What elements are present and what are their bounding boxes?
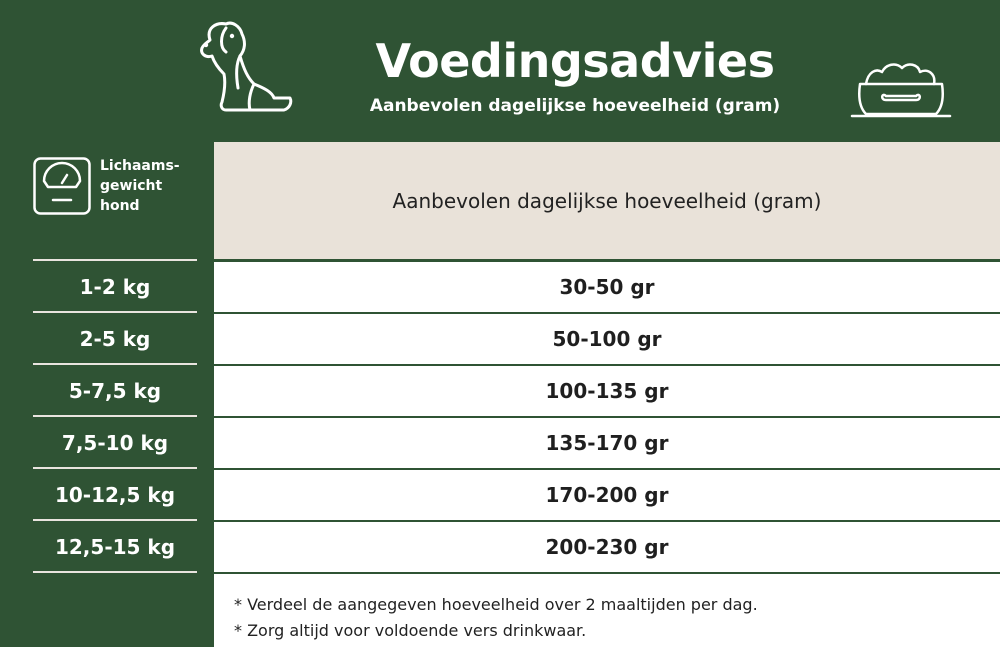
amount-cell: 30-50 gr	[214, 262, 1000, 312]
weight-cell: 5-7,5 kg	[68, 379, 162, 403]
amount-cell: 100-135 gr	[214, 366, 1000, 416]
dog-icon	[196, 18, 296, 118]
weight-cell: 1-2 kg	[79, 275, 151, 299]
weight-cell: 10-12,5 kg	[54, 483, 176, 507]
weight-header-label: Lichaams- gewicht hond	[100, 158, 180, 214]
amount-cell: 200-230 gr	[214, 522, 1000, 572]
amount-header: Aanbevolen dagelijkse hoeveelheid (gram)	[214, 142, 1000, 259]
footnotes	[214, 574, 1000, 647]
weight-cell: 12,5-15 kg	[54, 535, 176, 559]
amount-cell: 135-170 gr	[214, 418, 1000, 468]
food-bowl-icon	[846, 58, 956, 122]
header	[0, 0, 1000, 140]
scale-icon	[33, 157, 91, 215]
page-subtitle: Aanbevolen dagelijkse hoeveelheid (gram)	[369, 96, 781, 116]
page-title: Voedingsadvies	[375, 34, 775, 88]
amount-cell: 170-200 gr	[214, 470, 1000, 520]
footnote: * Verdeel de aangegeven hoeveelheid over 2 maaltijden per dag.	[234, 595, 758, 614]
divider	[33, 571, 197, 573]
amount-cell: 50-100 gr	[214, 314, 1000, 364]
weight-cell: 7,5-10 kg	[61, 431, 169, 455]
weight-cell: 2-5 kg	[79, 327, 151, 351]
footnote: * Zorg altijd voor voldoende vers drinkwaar.	[234, 621, 587, 640]
